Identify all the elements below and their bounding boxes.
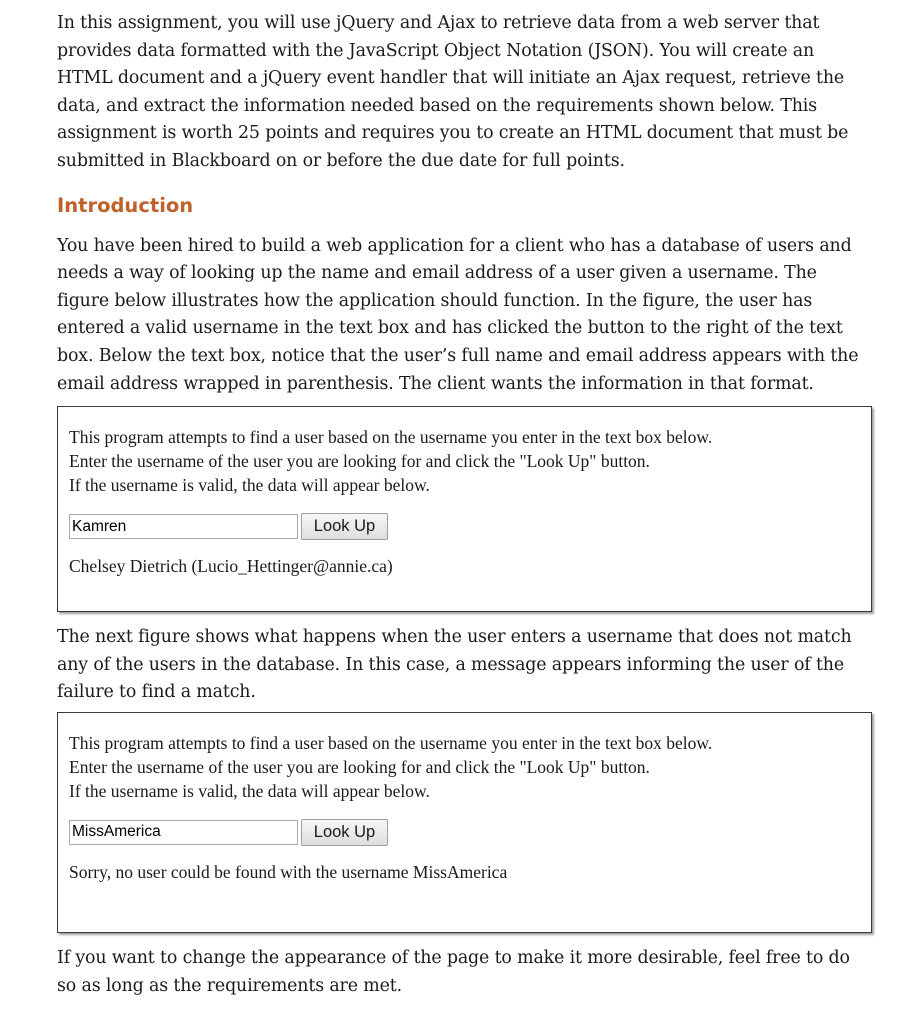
text-line: In this assignment, you will use jQuery and Ajax to retrieve data from a web server that <box>57 13 820 33</box>
username-input[interactable] <box>69 820 298 845</box>
text-line: If you want to change the appearance of the page to make it more desirable, feel free to do <box>57 947 850 968</box>
intro-paragraph <box>57 10 872 176</box>
text-line: needs a way of looking up the name and email address of a user given a username. The <box>57 263 817 284</box>
figure-invalid-lookup <box>57 712 872 933</box>
text-line: email address wrapped in parenthesis. The client wants the information in that format. <box>57 373 814 394</box>
figure-instruction-line: This program attempts to find a user based on the username you enter in the text box below. <box>69 732 713 753</box>
text-line: You have been hired to build a web application for a client who has a database of users and <box>57 235 852 256</box>
text-line: box. Below the text box, notice that the user’s full name and email address appears with the <box>57 345 859 366</box>
next-figure-paragraph <box>57 624 872 707</box>
text-line: assignment is worth 25 points and requires you to create an HTML document that must be <box>57 123 849 144</box>
figure-instruction-line: If the username is valid, the data will appear below. <box>69 475 430 496</box>
look-up-button[interactable]: Look Up <box>301 819 388 846</box>
text-line: The next figure shows what happens when the user enters a username that does not match <box>57 627 852 648</box>
text-line: HTML document and a jQuery event handler that will initiate an Ajax request, retrieve the <box>57 68 845 89</box>
text-line: so as long as the requirements are met. <box>57 975 402 996</box>
text-line: entered a valid username in the text box and has clicked the button to the right of the text <box>57 318 843 339</box>
text-line: submitted in Blackboard on or before the due date for full points. <box>57 150 625 171</box>
figure-instruction-line: If the username is valid, the data will appear below. <box>69 780 430 801</box>
text-line: any of the users in the database. In this case, a message appears informing the user of the <box>57 654 844 675</box>
text-line: provides data formatted with the JavaScript Object Notation (JSON). You will create an <box>57 40 815 61</box>
figure-instruction-line: Enter the username of the user you are looking for and click the "Look Up" button. <box>69 451 650 472</box>
figure-instruction-line: Enter the username of the user you are looking for and click the "Look Up" button. <box>69 756 650 777</box>
text-line: failure to find a match. <box>57 682 256 703</box>
closing-paragraph <box>57 945 872 1000</box>
lookup-form <box>69 819 871 846</box>
text-line: figure below illustrates how the application should function. In the figure, the user has <box>57 290 813 311</box>
look-up-button[interactable]: Look Up <box>301 513 388 540</box>
figure-valid-lookup <box>57 406 872 612</box>
username-input[interactable] <box>69 514 298 539</box>
lookup-result: Chelsey Dietrich (Lucio_Hettinger@annie.ca) <box>69 556 393 577</box>
figure-instruction-line: This program attempts to find a user based on the username you enter in the text box below. <box>69 427 713 448</box>
section-heading: Introduction <box>57 193 194 217</box>
text-line: data, and extract the information needed based on the requirements shown below. This <box>57 95 817 116</box>
lookup-form <box>69 513 871 540</box>
document-page <box>57 10 872 1000</box>
lookup-result: Sorry, no user could be found with the username MissAmerica <box>69 861 508 882</box>
description-paragraph <box>57 233 872 399</box>
